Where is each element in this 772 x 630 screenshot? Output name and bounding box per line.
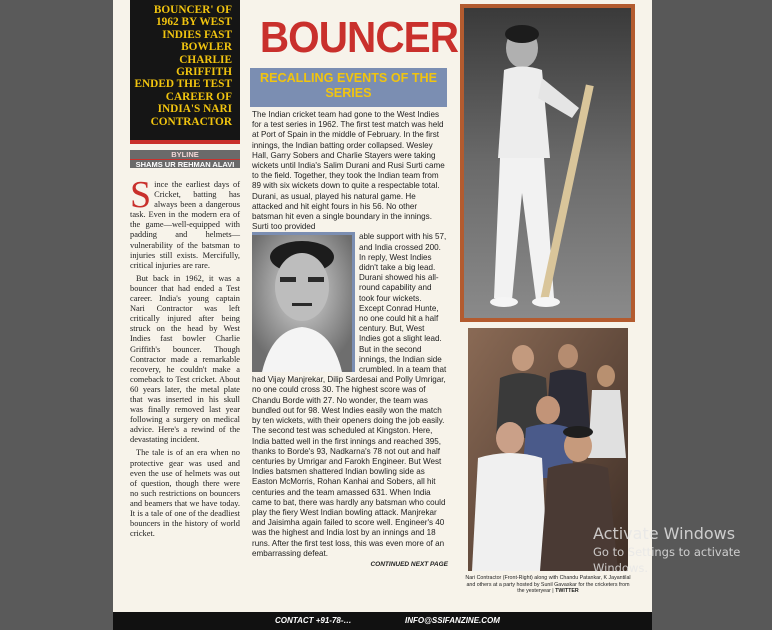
pull-quote-box: [130, 0, 240, 144]
subheadline: RECALLING EVENTS OF THE SERIES: [250, 68, 447, 107]
batsman-photo-icon: [464, 8, 631, 318]
pull-quote: BOUNCER' OF 1962 BY WEST INDIES FAST BOWLER CHARLIE GRIFFITH ENDED THE TEST CAREER OF INDIA'S NARI CONTRACTOR: [134, 4, 232, 128]
caption-text: Nari Contractor (Front-Right) along with Chandu Patankar, K Jayantilal and others at a party hosted by Sunil Gavaskar for the cricketers from the yesteryear |: [465, 575, 631, 595]
contractor-batting-photo: [460, 4, 635, 322]
activate-windows-watermark: [593, 524, 772, 576]
byline-author: SHAMS UR REHMAN ALAVI: [135, 160, 235, 169]
byline-label: BYLINE: [130, 150, 240, 160]
series-article-column: [252, 110, 448, 570]
intro-paragraph-3: The tale is of an era when no protective gear was used and even the use of helmets was out of question, though there were no such restrictions on bouncers and beamers that we have today. It is a tale of one of the deadliest bouncers in the history of world cricket.: [130, 448, 240, 539]
magazine-page: [113, 0, 652, 612]
watermark-subtitle: Go to Settings to activate Windows.: [593, 545, 741, 575]
headline: BOUNCER: [259, 13, 459, 62]
watermark-title: Activate Windows: [593, 524, 736, 543]
photo-caption: [465, 575, 631, 595]
series-paragraph-2: able support with his 57, and India crossed 200. In reply, West Indies didn't take a big lead. Durani showed his all-round capability and took four wickets. Except Conrad Hunte, no one could hit a half century. But, West Indies got a slight lead. But in the second innings, the Indian side crumbled. In a team that had Vijay Manjrekar, Dilip Sardesai and Polly Umrigar, no one could cross 30. The highest score was of Chandu Borde with 27. No wonder, the team was bundled out for 98. West Indies easily won the match by ten wickets, with their openers doing the job easily. The second test was scheduled at Kingston. Here, India batted well in the first innings and reached 395, thanks to Borde's 93, Nadkarna's 78 not out and half centuries by Umrigar and Farokh Engineer. But West Indies batsmen shattered Indian bowling side as Easton McMorris, Rohan Kanhai and Sobers, all hit centuries and the team amassed 631. When India came to bat, there was hardly any batsman who could play the fiery West Indian bowling attack. Manjrekar and Jaisimha again failed to score well. Engineer's 40 was the highest and India lost by an innings and 18 runs. After the first test loss, this was even more of an embarrassing defeat.: [252, 232, 447, 558]
portrait-photo-icon: [252, 235, 352, 372]
intro-article-column: [130, 174, 240, 542]
series-paragraph-1: The Indian cricket team had gone to the West Indies for a test series in 1962. The first test match was held at Port of Spain in the middle of February. In the first innings, the Indian batting order collapsed. Wesley Hall, Garry Sobers and Charlie Stayers were taking wickets until India's Salim Durani and Rusi Surti came to the field. Together, they took the Indian team from 89 with six wickets down to quite a respectable total. Durani, as usual, played his natural game. He attacked and hit eight fours in his 56. No other batsman hit even a single boundary in the innings. Surti too provided: [252, 110, 445, 232]
intro-paragraph-2: But back in 1962, it was a bouncer that had ended a Test career. India's young captain Nari Contractor was left critically injured after being struck on the head by West Indies fast bowler Charlie Griffith's bouncer. Though Contractor made a remarkable recovery, he couldn't make a comeback to Test cricket. About 60 years later, the metal plate that was inserted in his skull was finally removed last year following a surgery on medical advice. Here's a rewind of the devastating incident.: [130, 273, 240, 445]
page-footer: [113, 612, 652, 630]
intro-paragraph-1-text: ince the earliest days of Cricket, batting has always been a dangerous task. Even in the modern era of the game—well-equipped with padding and helmets—vulnerability of the batsman to injuries still exists. Mercifully, critical injuries are rare.: [130, 180, 240, 270]
nari-contractor-portrait: [252, 232, 355, 372]
caption-credit: TWITTER: [555, 588, 579, 595]
continued-next-page: CONTINUED NEXT PAGE: [370, 560, 448, 568]
intro-paragraph-1: [130, 174, 240, 271]
footer-email: INFO@SSIFANZINE.COM: [405, 616, 500, 625]
footer-contact: CONTACT +91-78-…: [275, 616, 352, 625]
byline: [130, 150, 240, 168]
dropcap-letter: S: [130, 174, 152, 216]
